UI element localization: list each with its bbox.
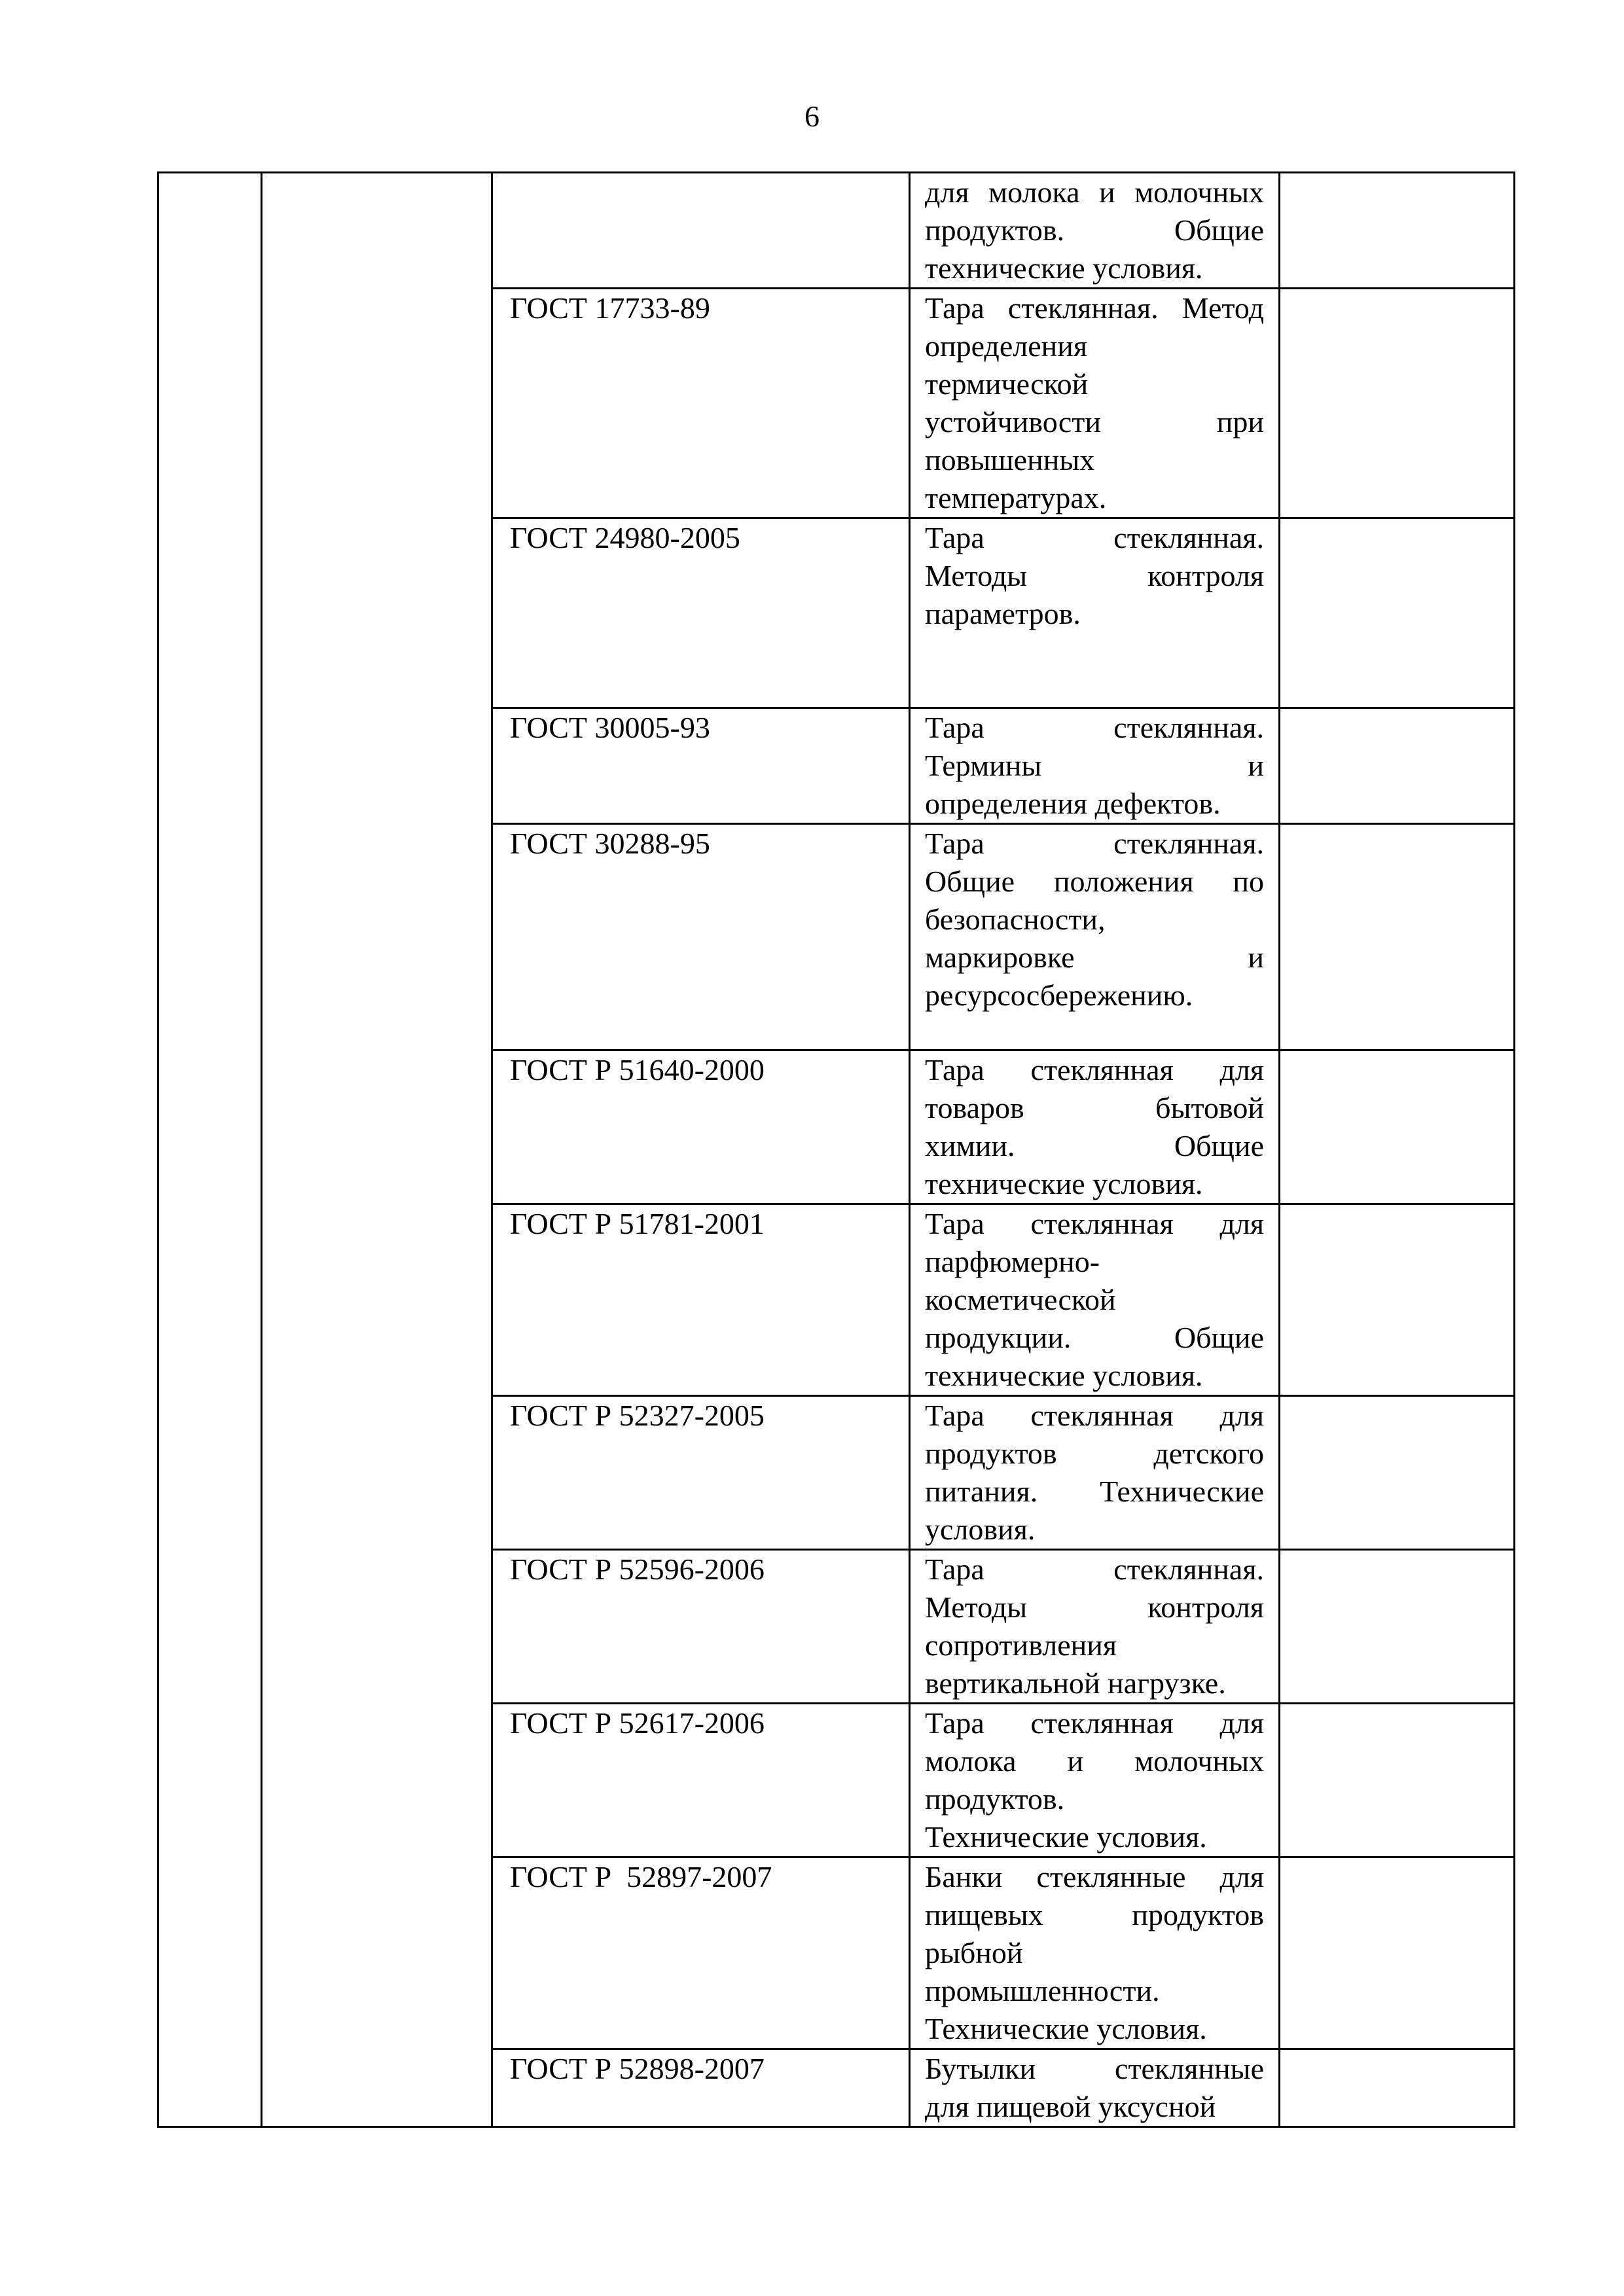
number-column-cell [158,173,262,2127]
title-line: технические условия. [925,251,1203,285]
standard-code-cell [492,518,910,708]
title-line: устойчивости при [925,405,1264,439]
standard-code: ГОСТ Р 52327-2005 [510,1399,765,1432]
table-row [158,173,1515,289]
notes-cell [1280,2049,1515,2127]
standards-table [157,171,1515,2128]
title-line: Тара стеклянная. [925,521,1264,554]
standard-title-cell [910,1550,1280,1704]
notes-cell [1280,824,1515,1050]
standard-code-cell [492,1857,910,2049]
title-line: определения дефектов. [925,787,1221,820]
standard-title-cell [910,173,1280,289]
title-line: определения [925,329,1088,363]
standard-title-cell [910,708,1280,824]
standard-code-cell [492,708,910,824]
title-line: косметической [925,1283,1116,1316]
title-line: Банки стеклянные для [925,1860,1264,1893]
standard-title-cell [910,518,1280,708]
title-line: параметров. [925,597,1081,630]
title-line: Методы контроля [925,559,1264,592]
title-line: парфюмерно- [925,1245,1100,1278]
notes-cell [1280,173,1515,289]
standard-title [911,1205,1278,1395]
standard-code-cell [492,1396,910,1550]
title-line: продукции. Общие [925,1321,1264,1354]
title-line: Тара стеклянная. [925,711,1264,744]
standard-code: ГОСТ Р 52596-2006 [510,1552,765,1586]
title-line: химии. Общие [925,1129,1264,1162]
standard-code-cell [492,1704,910,1857]
standard-title-cell [910,1050,1280,1204]
title-line: Тара стеклянная для [925,1053,1264,1086]
standard-code: ГОСТ 30005-93 [510,711,710,744]
standard-title [911,825,1278,1014]
standard-code: ГОСТ 30288-95 [510,827,710,860]
title-line: для молока и молочных [925,175,1264,209]
standard-title [911,2050,1278,2126]
standard-title [911,1051,1278,1203]
standard-title [911,1704,1278,1856]
title-line: условия. [925,1513,1036,1546]
title-line: продуктов. [925,1782,1065,1816]
standard-code: ГОСТ Р 51781-2001 [510,1207,765,1240]
title-line: Бутылки стеклянные [925,2052,1264,2085]
standard-title [911,173,1278,287]
title-line: Тара стеклянная для [925,1399,1264,1432]
standard-title-cell [910,1857,1280,2049]
standard-code: ГОСТ Р 51640-2000 [510,1053,765,1086]
title-line: товаров бытовой [925,1091,1264,1124]
title-line: маркировке и [925,941,1264,974]
title-line: продуктов. Общие [925,213,1264,247]
title-line: Тара стеклянная. Метод [925,291,1264,325]
title-line: питания. Технические [925,1475,1264,1508]
standard-code-cell [492,1550,910,1704]
title-line: Технические условия. [925,1820,1207,1854]
notes-cell [1280,289,1515,518]
notes-cell [1280,1396,1515,1550]
title-line: продуктов детского [925,1437,1264,1470]
standard-code: ГОСТ 17733-89 [510,291,710,325]
title-line: Тара стеклянная. [925,1552,1264,1586]
title-line: вертикальной нагрузке. [925,1666,1226,1700]
standard-title-cell [910,1704,1280,1857]
notes-cell [1280,1857,1515,2049]
standard-title [911,1397,1278,1549]
title-line: термической [925,367,1089,401]
title-line: Методы контроля [925,1590,1264,1624]
standard-title [911,1551,1278,1702]
standard-title-cell [910,289,1280,518]
standard-title-cell [910,824,1280,1050]
title-line: пищевых продуктов [925,1898,1264,1931]
standard-code-cell [492,824,910,1050]
notes-cell [1280,1550,1515,1704]
title-line: рыбной [925,1936,1023,1969]
standard-title [911,709,1278,823]
standards-table-body [158,173,1515,2127]
title-line: Тара стеклянная для [925,1207,1264,1240]
standard-title [911,289,1278,517]
title-line: безопасности, [925,903,1106,936]
notes-cell [1280,1050,1515,1204]
title-line: сопротивления [925,1628,1117,1662]
standard-code: ГОСТ 24980-2005 [510,521,740,554]
standard-code-cell [492,173,910,289]
title-line: температурах. [925,481,1107,514]
standard-code: ГОСТ Р 52897-2007 [510,1860,772,1893]
standard-title-cell [910,1396,1280,1550]
title-line: Тара стеклянная для [925,1706,1264,1740]
title-line: ресурсосбережению. [925,978,1193,1012]
standard-code-cell [492,1050,910,1204]
page-number: 6 [804,99,820,133]
standard-title-cell [910,2049,1280,2127]
notes-cell [1280,708,1515,824]
standard-code: ГОСТ Р 52617-2006 [510,1706,765,1740]
title-line: технические условия. [925,1167,1203,1200]
standard-title-cell [910,1204,1280,1396]
title-line: технические условия. [925,1359,1203,1392]
standard-code-cell [492,1204,910,1396]
notes-cell [1280,1204,1515,1396]
document-column-cell [262,173,492,2127]
standard-title [911,519,1278,633]
standard-title [911,1858,1278,2048]
standard-code: ГОСТ Р 52898-2007 [510,2052,765,2085]
title-line: Общие положения по [925,865,1264,898]
notes-cell [1280,1704,1515,1857]
title-line: промышленности. [925,1974,1160,2007]
title-line: Тара стеклянная. [925,827,1264,860]
notes-cell [1280,518,1515,708]
title-line: для пищевой уксусной [925,2090,1216,2123]
title-line: Термины и [925,749,1264,782]
title-line: молока и молочных [925,1744,1264,1778]
standards-table-wrapper [157,171,1513,2123]
standard-code-cell [492,289,910,518]
title-line: повышенных [925,443,1095,476]
title-line: Технические условия. [925,2012,1207,2045]
standard-code-cell [492,2049,910,2127]
